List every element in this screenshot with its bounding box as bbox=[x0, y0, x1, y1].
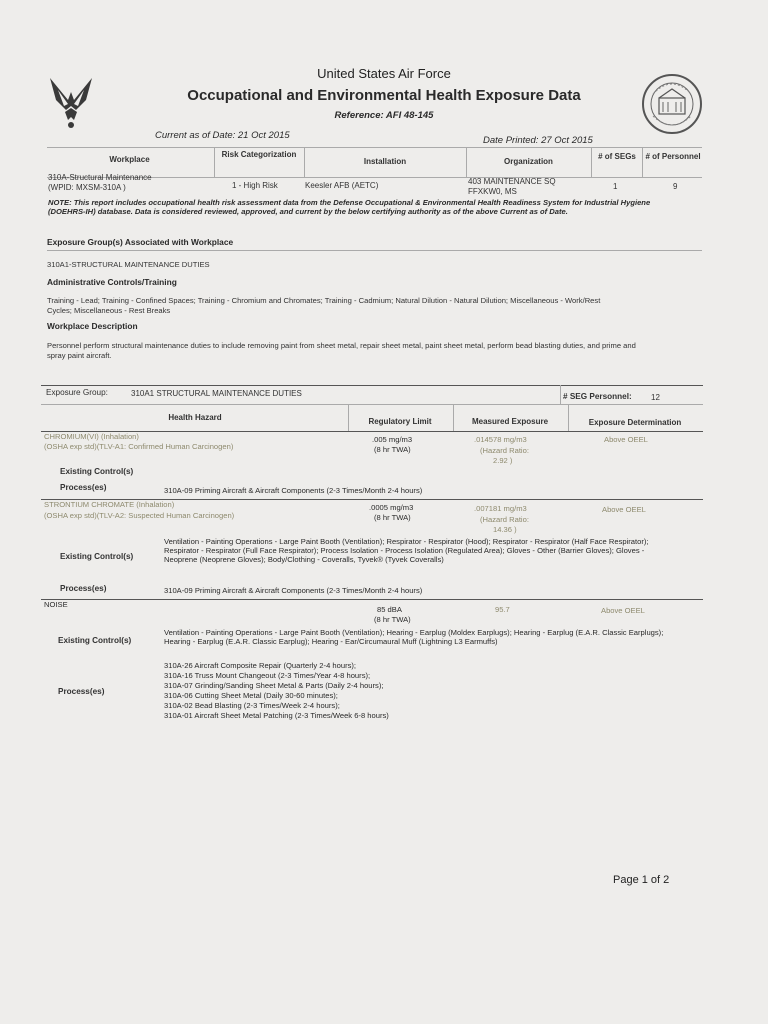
seg-personnel-value: 12 bbox=[651, 393, 660, 402]
segs-value: 1 bbox=[613, 182, 618, 191]
exposure-group-label: Exposure Group: bbox=[46, 388, 108, 397]
current-as-of-date: Current as of Date: 21 Oct 2015 bbox=[155, 130, 290, 141]
hazard-name: NOISE bbox=[44, 600, 68, 609]
process-item: 310A-07 Grinding/Sanding Sheet Metal & Parts (Daily 2-4 hours); bbox=[164, 681, 384, 690]
col-header-determination: Exposure Determination bbox=[588, 418, 682, 427]
hazard-name: STRONTIUM CHROMATE (Inhalation) bbox=[44, 500, 175, 509]
org-title: United States Air Force bbox=[317, 66, 451, 81]
hazard-ratio-label: (Hazard Ratio: bbox=[480, 446, 529, 455]
workplace-name: 310A-Structural Maintenance bbox=[48, 173, 152, 182]
process-item: 310A-26 Aircraft Composite Repair (Quarterly 2-4 hours); bbox=[164, 661, 357, 670]
measured-exposure: .007181 mg/m3 bbox=[474, 504, 527, 513]
col-header-risk: Risk Categorization bbox=[221, 150, 297, 159]
workplace-description-text: Personnel perform structural maintenance duties to include removing paint from sheet metal, repair sheet metal, paint sheet metal, perform bead blasting duties, and prime and spray paint aircraft. bbox=[47, 341, 636, 360]
installation-value: Keesler AFB (AETC) bbox=[305, 181, 379, 190]
processes-label: Process(es) bbox=[58, 687, 105, 696]
personnel-value: 9 bbox=[673, 182, 678, 191]
regulatory-limit: .005 mg/m3 bbox=[372, 435, 413, 444]
admin-controls-heading: Administrative Controls/Training bbox=[47, 277, 177, 287]
date-printed: Date Printed: 27 Oct 2015 bbox=[483, 135, 593, 146]
risk-value: 1 - High Risk bbox=[232, 181, 278, 190]
regulatory-limit: 85 dBA bbox=[377, 605, 402, 614]
limit-basis: (8 hr TWA) bbox=[374, 445, 411, 454]
page-number: Page 1 of 2 bbox=[613, 874, 670, 886]
col-header-segs: # of SEGs bbox=[598, 152, 636, 161]
exposure-groups-heading: Exposure Group(s) Associated with Workplace bbox=[47, 237, 234, 247]
existing-controls-label: Existing Control(s) bbox=[60, 552, 134, 561]
department-seal-logo bbox=[641, 72, 703, 136]
limit-basis: (8 hr TWA) bbox=[374, 513, 411, 522]
hazard-ratio-value: 2.92 ) bbox=[493, 456, 513, 465]
exposure-group-name: 310A1 STRUCTURAL MAINTENANCE DUTIES bbox=[131, 389, 302, 398]
exposure-determination: Above OEEL bbox=[602, 505, 646, 514]
existing-controls-label: Existing Control(s) bbox=[58, 636, 132, 645]
workplace-id: (WPID: MXSM-310A ) bbox=[48, 183, 126, 192]
hazard-classification: (OSHA exp std)(TLV-A2: Suspected Human Carcinogen) bbox=[44, 511, 235, 520]
measured-exposure: .014578 mg/m3 bbox=[474, 435, 527, 444]
page-title: Occupational and Environmental Health Exposure Data bbox=[187, 87, 581, 104]
note-text: NOTE: This report includes occupational health risk assessment data from the Defense Occupational & Environmental Health Readiness System for Industrial Hygiene (DOEHRS-IH) database. Data is considered reviewed, approved, and current by the below certifying authority as of the above Current as of Date. bbox=[48, 198, 651, 217]
process-item: 310A-06 Cutting Sheet Metal (Daily 30-60 minutes); bbox=[164, 691, 338, 700]
hazard-ratio-value: 14.36 ) bbox=[493, 525, 517, 534]
exposure-determination: Above OEEL bbox=[604, 435, 648, 444]
exposure-group-item: 310A1-STRUCTURAL MAINTENANCE DUTIES bbox=[47, 260, 210, 269]
existing-controls-label: Existing Control(s) bbox=[60, 467, 134, 476]
hazard-ratio-label: (Hazard Ratio: bbox=[480, 515, 529, 524]
process-item: 310A-01 Aircraft Sheet Metal Patching (2-3 Times/Week 6-8 hours) bbox=[164, 711, 389, 720]
hazard-classification: (OSHA exp std)(TLV-A1: Confirmed Human Carcinogen) bbox=[44, 442, 234, 451]
process-item: 310A-16 Truss Mount Changeout (2-3 Times/Year 4-8 hours); bbox=[164, 671, 371, 680]
reference: Reference: AFI 48-145 bbox=[334, 110, 434, 121]
exposure-determination: Above OEEL bbox=[601, 606, 645, 615]
processes-label: Process(es) bbox=[60, 584, 107, 593]
existing-controls-text: Ventilation - Painting Operations - Large Paint Booth (Ventilation); Respirator - Respirator (Hood); Respirator - Respirator (Half Face Respirator); Respirator - Respirator (Full Face Respirator); Process Isolation - Process Isolation (Regulated Area); Gloves - Other (Barrier Gloves); Gloves - Neoprene (Neoprene Gloves); Body/Clothing - Coveralls, Tyvek® (Tyvek Coveralls) bbox=[164, 537, 649, 565]
col-header-limit: Regulatory Limit bbox=[368, 417, 432, 426]
col-header-measured: Measured Exposure bbox=[471, 417, 549, 426]
organization-name: 403 MAINTENANCE SQ bbox=[468, 177, 556, 186]
process-item: 310A-09 Priming Aircraft & Aircraft Components (2-3 Times/Month 2-4 hours) bbox=[164, 486, 423, 495]
admin-controls-text: Training - Lead; Training - Confined Spaces; Training - Chromium and Chromates; Training - Cadmium; Natural Dilution - Natural Dilution; Miscellaneous - Work/Rest Cycles; Miscellaneous - Rest Breaks bbox=[47, 296, 601, 315]
hazard-name: CHROMIUM(VI) (Inhalation) bbox=[44, 432, 139, 441]
col-header-installation: Installation bbox=[363, 157, 407, 166]
col-header-organization: Organization bbox=[504, 157, 553, 166]
col-header-personnel: # of Personnel bbox=[645, 152, 701, 161]
seg-personnel-label: # SEG Personnel: bbox=[563, 392, 632, 401]
limit-basis: (8 hr TWA) bbox=[374, 615, 411, 624]
regulatory-limit: .0005 mg/m3 bbox=[369, 503, 414, 512]
measured-exposure: 95.7 bbox=[495, 605, 510, 614]
process-item: 310A-02 Bead Blasting (2-3 Times/Week 2-4 hours); bbox=[164, 701, 340, 710]
workplace-description-heading: Workplace Description bbox=[47, 321, 138, 331]
col-header-hazard: Health Hazard bbox=[168, 413, 222, 422]
existing-controls-text: Ventilation - Painting Operations - Large Paint Booth (Ventilation); Hearing - Earplug (Moldex Earplugs); Hearing - Earplug (E.A.R. Classic Earplugs); Hearing - Earplug (E.A.R. Classic Earplug); Hearing - Ear/Circumaural Muff (Lightning L3 Earmuffs) bbox=[164, 628, 664, 647]
col-header-workplace: Workplace bbox=[109, 155, 150, 164]
processes-label: Process(es) bbox=[60, 483, 107, 492]
process-item: 310A-09 Priming Aircraft & Aircraft Components (2-3 Times/Month 2-4 hours) bbox=[164, 586, 423, 595]
organization-code: FFXKW0, MS bbox=[468, 187, 517, 196]
